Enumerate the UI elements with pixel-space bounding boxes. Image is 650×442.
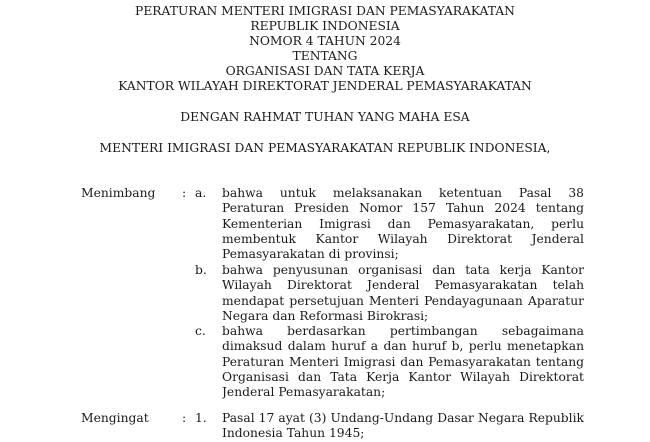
mengingat-1-line: Pasal 17 ayat (3) Undang-Undang Dasar Negara Republik <box>222 411 584 425</box>
mengingat-1-line: Indonesia Tahun 1945; <box>222 426 365 441</box>
regulation-subject-line-1: ORGANISASI DAN TATA KERJA <box>225 64 425 78</box>
menimbang-colon: : <box>182 186 187 200</box>
menimbang-a-line: Pemasyarakatan di provinsi; <box>222 247 399 262</box>
blessing-line: DENGAN RAHMAT TUHAN YANG MAHA ESA <box>180 110 470 124</box>
menimbang-marker-c: c. <box>195 324 206 338</box>
menimbang-c-line: dimaksud dalam huruf a dan huruf b, perlu menetapkan <box>222 339 584 354</box>
regulation-number: NOMOR 4 TAHUN 2024 <box>249 34 401 48</box>
minister-line: MENTERI IMIGRASI DAN PEMASYARAKATAN REPUBLIK INDONESIA, <box>99 141 551 155</box>
menimbang-item-a <box>222 186 584 262</box>
menimbang-label: Menimbang <box>81 186 156 200</box>
mengingat-label: Mengingat <box>81 411 149 425</box>
regulation-subject-line-2: KANTOR WILAYAH DIREKTORAT JENDERAL PEMASYARAKATAN <box>118 79 532 93</box>
menimbang-marker-a: a. <box>195 186 207 200</box>
mengingat-colon: : <box>182 411 187 425</box>
regulation-title: PERATURAN MENTERI IMIGRASI DAN PEMASYARAKATAN <box>135 4 515 18</box>
menimbang-b-line: Wilayah Direktorat Jenderal Pemasyarakatan telah <box>222 278 584 293</box>
mengingat-marker-1: 1. <box>195 411 207 425</box>
mengingat-item-1 <box>222 411 584 442</box>
menimbang-b-line: mendapat persetujuan Menteri Pendayagunaan Aparatur <box>222 293 584 308</box>
menimbang-c-line: Peraturan Menteri Imigrasi dan Pemasyarakatan tentang <box>222 354 584 369</box>
menimbang-item-c <box>222 324 584 400</box>
regulation-country: REPUBLIK INDONESIA <box>250 19 400 33</box>
menimbang-a-line: Peraturan Presiden Nomor 157 Tahun 2024 tentang <box>222 201 584 216</box>
menimbang-marker-b: b. <box>195 263 207 277</box>
menimbang-b-line: Negara dan Reformasi Birokrasi; <box>222 308 429 323</box>
menimbang-b-line: bahwa penyusunan organisasi dan tata kerja Kantor <box>222 263 584 277</box>
menimbang-a-line: Kementerian Imigrasi dan Pemasyarakatan, perlu <box>222 216 584 231</box>
menimbang-c-line: Jenderal Pemasyarakatan; <box>222 385 386 400</box>
regulation-about-label: TENTANG <box>292 49 358 63</box>
menimbang-a-line: membentuk Kantor Wilayah Direktorat Jenderal <box>222 231 584 246</box>
menimbang-c-line: bahwa berdasarkan pertimbangan sebagaimana <box>222 324 584 338</box>
menimbang-item-b <box>222 263 584 324</box>
menimbang-a-line: bahwa untuk melaksanakan ketentuan Pasal 38 <box>222 186 584 200</box>
menimbang-c-line: Organisasi dan Tata Kerja Kantor Wilayah Direktorat <box>222 369 584 384</box>
